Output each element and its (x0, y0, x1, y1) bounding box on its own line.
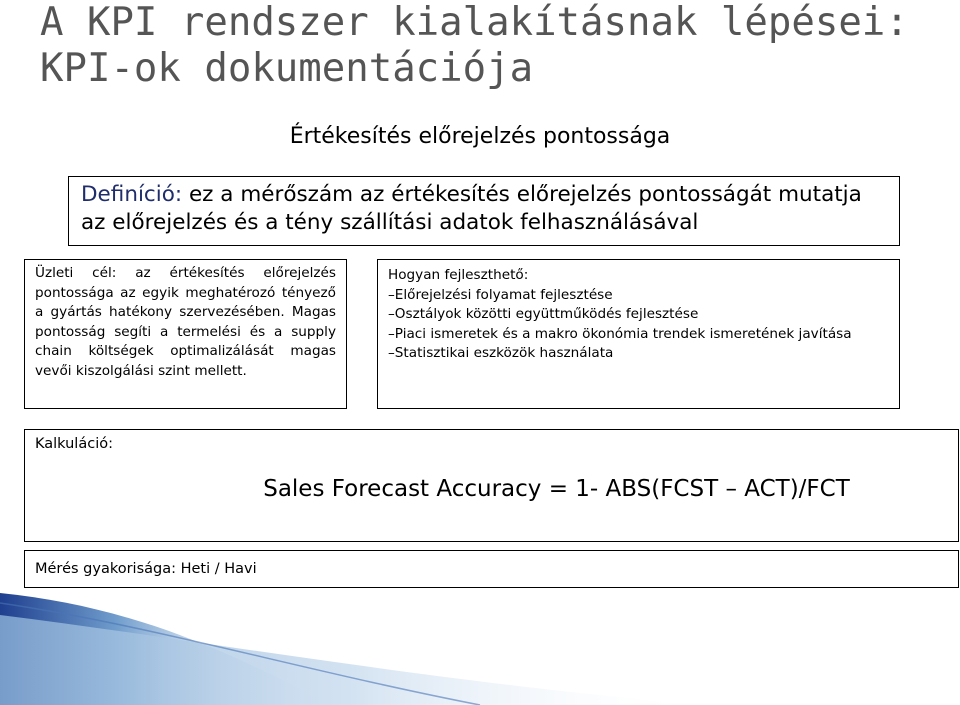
improvement-label: Hogyan fejleszthető: (388, 267, 529, 283)
improvement-item: –Osztályok közötti együttműködés fejlesztése (388, 306, 699, 322)
business-goal-label: Üzleti cél: (35, 265, 117, 281)
decorative-wave (0, 585, 960, 705)
definition-text: ez a mérőszám az értékesítés előrejelzés pontosságát mutatja az előrejelzés és a tény szállítási adatok felhasználásával (81, 182, 862, 235)
improvement-box (377, 259, 900, 409)
definition-box (68, 176, 900, 246)
kpi-name: Értékesítés előrejelzés pontossága (289, 124, 671, 149)
frequency-box (24, 550, 959, 588)
calculation-label: Kalkuláció: (35, 436, 113, 452)
slide-title-line-1: A KPI rendszer kialakításnak lépései: (40, 0, 909, 45)
business-goal-text: az értékesítés előrejelzés pontossága az egyik meghatérozó tényező a gyártás hatékony szervezésében. Magas pontosság segíti a termelési és a supply chain költségek optimalizálását magas vevői kiszolgálási szint mellett. (35, 265, 336, 379)
improvement-item: –Piaci ismeretek és a makro ökonómia trendek ismeretének javítása (388, 325, 852, 342)
slide-title (40, 0, 940, 92)
calculation-formula: Sales Forecast Accuracy = 1- ABS(FCST – ACT)/FCT (263, 476, 850, 502)
business-goal-box (24, 259, 347, 409)
frequency-value: Heti / Havi (176, 561, 257, 577)
improvement-item: –Előrejelzési folyamat fejlesztése (388, 286, 613, 303)
slide-title-line-2: KPI-ok dokumentációja (40, 46, 534, 91)
calculation-box (24, 429, 959, 542)
definition-label: Definíció: (81, 182, 183, 207)
improvement-item: –Statisztikai eszközök használata (388, 345, 614, 361)
frequency-label: Mérés gyakorisága: (35, 561, 176, 577)
